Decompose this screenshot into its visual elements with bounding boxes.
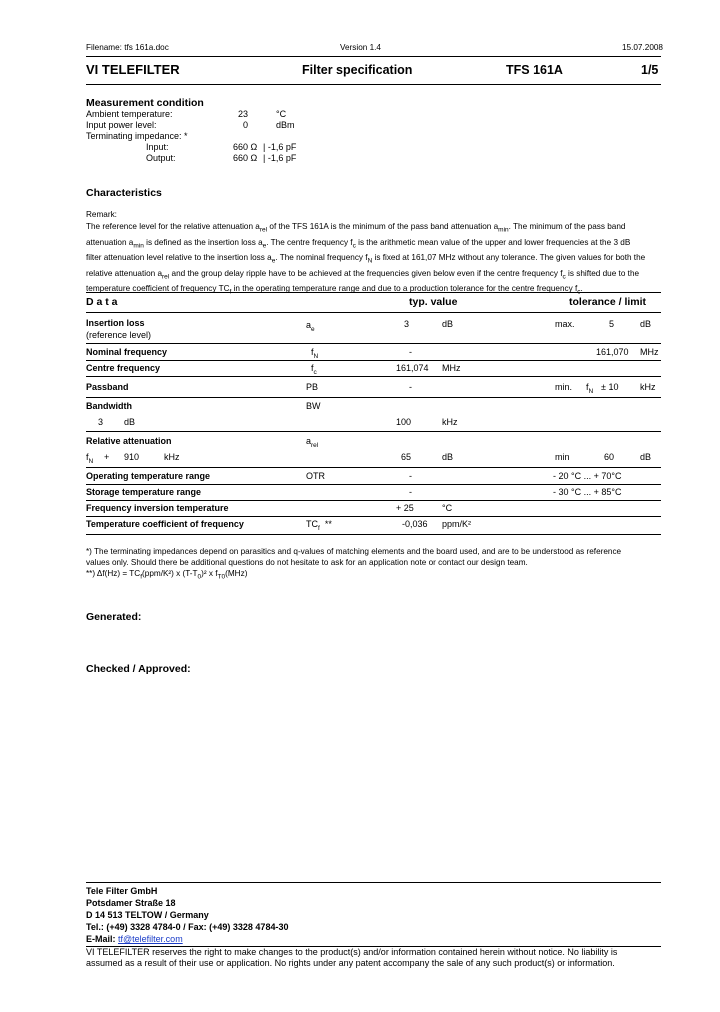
- rel-att-symbol: $a_{rel}$: [306, 436, 319, 449]
- otr-symbol: OTR: [306, 471, 325, 481]
- footnote-1-line-1: *) The terminating impedances depend on parasitics and q-values of matching elements and the board used, and are to be understood as reference: [86, 547, 622, 556]
- characteristics-title: Characteristics: [86, 187, 162, 199]
- footer-email-row: [86, 934, 183, 944]
- otr-value: -: [409, 471, 412, 481]
- date: 15.07.2008: [622, 43, 663, 52]
- company-logo: [86, 62, 180, 77]
- footer-street: Potsdamer Straße 18: [86, 898, 176, 908]
- logo-text: TELEFILTER: [101, 62, 180, 77]
- row-temperature-coefficient-label: Temperature coefficient of frequency: [86, 519, 244, 529]
- table-header-rule: [86, 312, 661, 313]
- rel-att-tol-unit: dB: [640, 452, 652, 462]
- footer-email-label: E-Mail:: [86, 934, 116, 944]
- row-passband-label: Passband: [86, 382, 129, 392]
- impedance-label: Terminating impedance: *: [86, 131, 188, 141]
- otr-tolerance: - 20 °C ... + 70°C: [553, 471, 622, 481]
- row-divider: [86, 397, 661, 398]
- nominal-tol-unit: MHz: [640, 347, 659, 357]
- remark-line-3: filter attenuation level relative to the insertion loss $a_e$. The nominal frequency $f_N$ is fixed at 161,07 MHz without any tolerance. The given values for both the: [86, 253, 646, 265]
- passband-tol-unit: kHz: [640, 382, 656, 392]
- page-number: 1/5: [641, 63, 659, 77]
- input-value: 660 Ω: [233, 142, 258, 152]
- input-label: Input:: [146, 142, 169, 152]
- power-value: 0: [243, 120, 249, 130]
- disclaimer-line-1: VI TELEFILTER reserves the right to make changes to the product(s) and/or information contained herein without notice. No liability is: [86, 947, 618, 957]
- passband-symbol: PB: [306, 382, 319, 392]
- storage-tolerance: - 30 °C ... + 85°C: [553, 487, 622, 497]
- tcf-unit: ppm/K²: [442, 519, 472, 529]
- insertion-unit: dB: [442, 319, 454, 329]
- measurement-title: Measurement condition: [86, 97, 204, 109]
- rel-att-plus: +: [104, 452, 110, 462]
- footnote-1-line-2: values only. Should there be additional questions do not hesitate to ask for an application note or contact our design team.: [86, 558, 528, 567]
- footnote-2: **) $\Delta f(Hz) = TC_f(ppm/K^2)$ x $(T-T_0)^2$ x $f_{T0}(MHz)$: [86, 569, 248, 581]
- centre-unit: MHz: [442, 363, 461, 373]
- bandwidth-level-unit: dB: [124, 417, 136, 427]
- power-label: Input power level:: [86, 120, 157, 130]
- rel-att-value: 65: [401, 452, 412, 462]
- table-top-rule: [86, 292, 661, 293]
- output-value: 660 Ω: [233, 153, 258, 163]
- footer-email-link[interactable]: tf@telefilter.com: [118, 934, 183, 944]
- rel-att-unit: dB: [442, 452, 454, 462]
- footer-company: Tele Filter GmbH: [86, 886, 158, 896]
- passband-tol-symbol: $f_N$: [586, 382, 594, 395]
- fit-value: + 25: [396, 503, 414, 513]
- bandwidth-symbol: BW: [306, 401, 321, 411]
- rel-att-offset: 910: [124, 452, 140, 462]
- row-bandwidth-label: Bandwidth: [86, 401, 132, 411]
- nominal-value: -: [409, 347, 412, 357]
- rel-att-freq-symbol: $f_N$: [86, 452, 94, 465]
- rel-att-offset-unit: kHz: [164, 452, 180, 462]
- remark-label: Remark:: [86, 210, 117, 219]
- ambient-label: Ambient temperature:: [86, 109, 173, 119]
- footer-city: D 14 513 TELTOW / Germany: [86, 910, 209, 920]
- row-divider: [86, 431, 661, 432]
- insertion-tol-unit: dB: [640, 319, 652, 329]
- row-operating-temperature-label: Operating temperature range: [86, 471, 211, 481]
- output-cap: | -1,6 pF: [263, 153, 297, 163]
- output-label: Output:: [146, 153, 176, 163]
- row-divider: [86, 467, 661, 468]
- input-cap: | -1,6 pF: [263, 142, 297, 152]
- insertion-tol-value: 5: [609, 319, 615, 329]
- row-divider: [86, 376, 661, 377]
- row-divider: [86, 484, 661, 485]
- tcf-value: -0,036: [402, 519, 428, 529]
- row-nominal-frequency-label: Nominal frequency: [86, 347, 168, 357]
- row-centre-frequency-label: Centre frequency: [86, 363, 161, 373]
- fit-unit: °C: [442, 503, 453, 513]
- doc-title: Filter specification: [302, 63, 413, 77]
- header-rule: [86, 56, 661, 57]
- row-divider: [86, 360, 661, 361]
- row-divider: [86, 516, 661, 517]
- ambient-unit: °C: [276, 109, 287, 119]
- table-bottom-rule: [86, 534, 661, 535]
- insertion-value: 3: [404, 319, 410, 329]
- nominal-symbol: $f_N$: [311, 347, 319, 360]
- title-rule: [86, 84, 661, 85]
- col-data-header: D a t a: [86, 296, 118, 308]
- row-divider: [86, 500, 661, 501]
- row-insertion-loss-label: Insertion loss: [86, 318, 145, 328]
- centre-symbol: $f_c$: [311, 363, 317, 376]
- remark-line-5: temperature coefficient of frequency $TC_f$ in the operating temperature range and due to a production tolerance for the centre frequency $f_c$.: [86, 284, 583, 296]
- bandwidth-value: 100: [396, 417, 412, 427]
- passband-tol-value: ± 10: [601, 382, 619, 392]
- storage-value: -: [409, 487, 412, 497]
- remark-line-4: relative attenuation $a_{rel}$ and the group delay ripple have to be achieved at the frequencies given below even if the centre frequency $f_c$ is shifted due to the: [86, 268, 640, 281]
- version: Version 1.4: [340, 43, 381, 52]
- logo-vi: VI: [86, 62, 99, 77]
- insertion-tol-prefix: max.: [555, 319, 575, 329]
- row-frequency-inversion-label: Frequency inversion temperature: [86, 503, 229, 513]
- row-storage-temperature-label: Storage temperature range: [86, 487, 202, 497]
- col-typ-header: typ. value: [409, 296, 458, 308]
- centre-value: 161,074: [396, 363, 429, 373]
- col-tol-header: tolerance / limit: [569, 296, 647, 308]
- rel-att-tol-value: 60: [604, 452, 615, 462]
- passband-value: -: [409, 382, 412, 392]
- power-unit: dBm: [276, 120, 295, 130]
- ambient-value: 23: [238, 109, 249, 119]
- bandwidth-level: 3: [98, 417, 104, 427]
- filename: Filename: tfs 161a.doc: [86, 43, 169, 52]
- remark-line-2: attenuation $a_{min}$ is defined as the insertion loss $a_e$. The centre frequency $f_c$ is the arithmetic mean value of the upper and lower frequencies at the 3 dB: [86, 237, 631, 250]
- remark-line-1: The reference level for the relative attenuation $a_{rel}$ of the TFS 161A is the minimum of the pass band attenuation $a_{min}$. The minimum of the pass band: [86, 222, 626, 234]
- passband-tol-prefix: min.: [555, 382, 573, 392]
- remark-paragraph: [86, 221, 676, 299]
- row-relative-attenuation-label: Relative attenuation: [86, 436, 172, 446]
- bandwidth-unit: kHz: [442, 417, 458, 427]
- footer-tel: Tel.: (+49) 3328 4784-0 / Fax: (+49) 3328 4784-30: [86, 922, 289, 932]
- generated-label: Generated:: [86, 611, 142, 623]
- part-number: TFS 161A: [506, 63, 563, 77]
- checked-approved-label: Checked / Approved:: [86, 663, 191, 675]
- insertion-symbol: $a_e$: [306, 320, 315, 333]
- rel-att-tol-prefix: min: [555, 452, 570, 462]
- footer-rule: [86, 882, 661, 883]
- disclaimer-line-2: assumed as a result of their use or application. No rights under any patent accompany the sale of any such product(s) or information.: [86, 958, 615, 968]
- row-divider: [86, 343, 661, 344]
- nominal-tol-value: 161,070: [596, 347, 629, 357]
- tcf-symbol: $TC_f$ **: [306, 519, 332, 532]
- row-insertion-loss-sub: (reference level): [86, 330, 152, 340]
